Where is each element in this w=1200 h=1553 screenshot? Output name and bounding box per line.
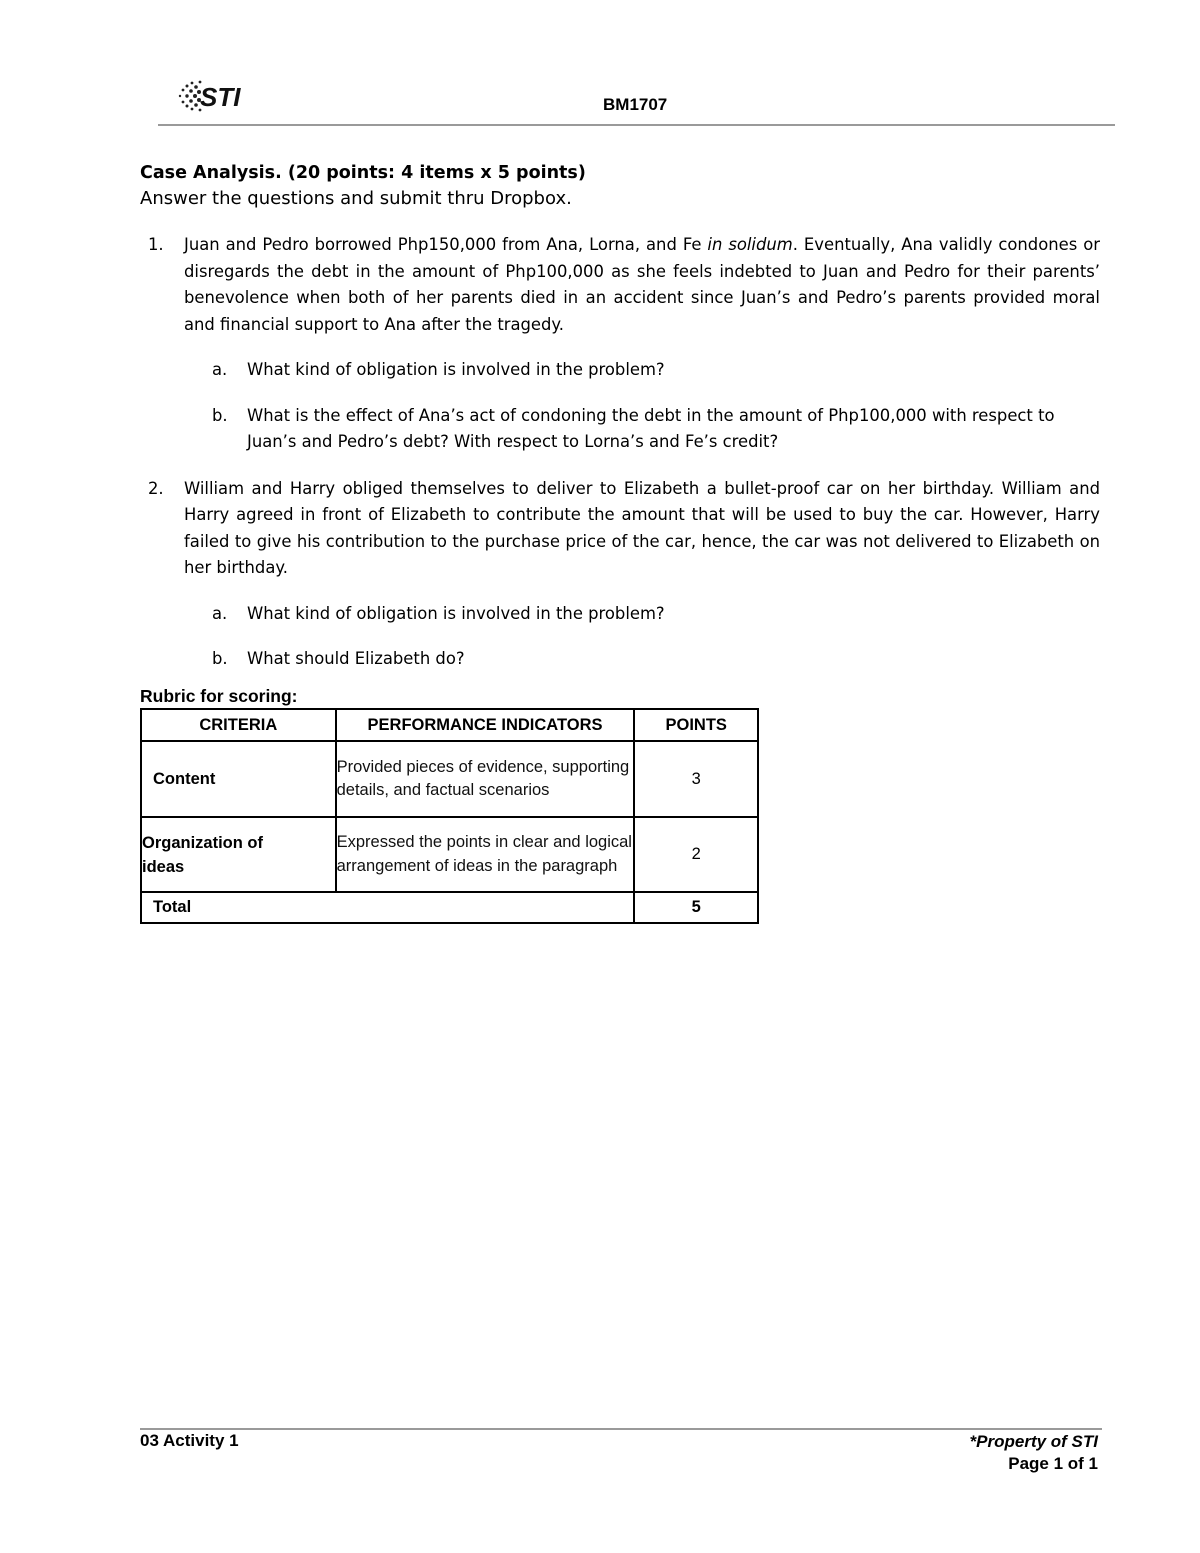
sub-question-text: What kind of obligation is involved in the problem? bbox=[247, 360, 665, 379]
question-text: William and Harry obliged themselves to deliver to Elizabeth a bullet-proof car on her birthday. William and Harry agreed in front of Elizabeth to contribute the amount that will be used to buy the car. However, Harry failed to give his contribution to the purchase price of the car, hence, the car was not delivered to Elizabeth on her birthday. bbox=[184, 478, 1100, 577]
sti-logo bbox=[170, 76, 242, 116]
question-text: . Eventually, Ana validly condones or disregards the debt in the amount of Php100,000 as she feels indebted to Juan and Pedro for their parents’ benevolence when both of her parents died in an accident since Juan’s and Pedro’s parents provided moral and financial support to Ana after the tragedy. bbox=[184, 235, 1100, 334]
rubric-label: Rubric for scoring: bbox=[140, 686, 298, 706]
points-cell: 3 bbox=[634, 741, 758, 817]
svg-text:STI: STI bbox=[200, 82, 241, 112]
footer-activity-label: 03 Activity 1 bbox=[140, 1431, 239, 1450]
activity-title: Case Analysis. (20 points: 4 items x 5 points) bbox=[140, 163, 586, 183]
question-number: 1. bbox=[148, 235, 164, 254]
sub-question-letter: a. bbox=[212, 603, 228, 623]
indicator-cell: Provided pieces of evidence, supporting details, and factual scenarios bbox=[336, 741, 635, 817]
activity-body bbox=[140, 160, 1100, 673]
indicator-cell: Expressed the points in clear and logical arrangement of ideas in the paragraph bbox=[336, 817, 635, 892]
column-header-criteria: CRITERIA bbox=[141, 709, 336, 741]
question-text: Juan and Pedro borrowed Php150,000 from Ana, Lorna, and Fe bbox=[184, 235, 708, 254]
table-row bbox=[141, 741, 758, 817]
sub-question-letter: b. bbox=[212, 405, 228, 425]
course-code: BM1707 bbox=[603, 95, 668, 114]
column-header-indicators: PERFORMANCE INDICATORS bbox=[336, 709, 635, 741]
points-cell: 2 bbox=[634, 817, 758, 892]
page-number: Page 1 of 1 bbox=[1008, 1454, 1098, 1473]
question-2a bbox=[140, 601, 1100, 628]
criteria-cell: Organization of ideas bbox=[141, 817, 336, 892]
footer-divider bbox=[140, 1428, 1102, 1430]
question-number: 2. bbox=[148, 478, 164, 498]
column-header-points: POINTS bbox=[634, 709, 758, 741]
activity-instructions: Answer the questions and submit thru Dropbox. bbox=[140, 188, 572, 209]
criteria-cell: Content bbox=[141, 741, 336, 817]
question-text-italic: in solidum bbox=[707, 235, 793, 254]
total-points: 5 bbox=[634, 892, 758, 923]
sub-question-letter: b. bbox=[212, 649, 228, 668]
sub-question-text: What kind of obligation is involved in the problem? bbox=[247, 603, 665, 623]
total-row bbox=[141, 892, 758, 923]
table-row bbox=[141, 817, 758, 892]
rubric-header-row bbox=[141, 709, 758, 741]
sub-question-letter: a. bbox=[212, 360, 228, 379]
question-1b bbox=[140, 403, 1100, 456]
property-notice: *Property of STI bbox=[969, 1432, 1098, 1451]
rubric-table bbox=[140, 708, 759, 924]
question-2 bbox=[140, 476, 1100, 582]
footer-right bbox=[970, 1431, 1098, 1475]
sub-question-text: What should Elizabeth do? bbox=[247, 649, 465, 668]
question-1a bbox=[140, 357, 1100, 384]
question-1 bbox=[140, 232, 1100, 338]
total-label: Total bbox=[141, 892, 634, 923]
header-divider bbox=[158, 124, 1115, 126]
sub-question-text: What is the effect of Ana’s act of condoning the debt in the amount of Php100,000 with respect to Juan’s and Pedro’s debt? With respect to Lorna’s and Fe’s credit? bbox=[247, 405, 1055, 451]
question-2b bbox=[140, 646, 1100, 673]
